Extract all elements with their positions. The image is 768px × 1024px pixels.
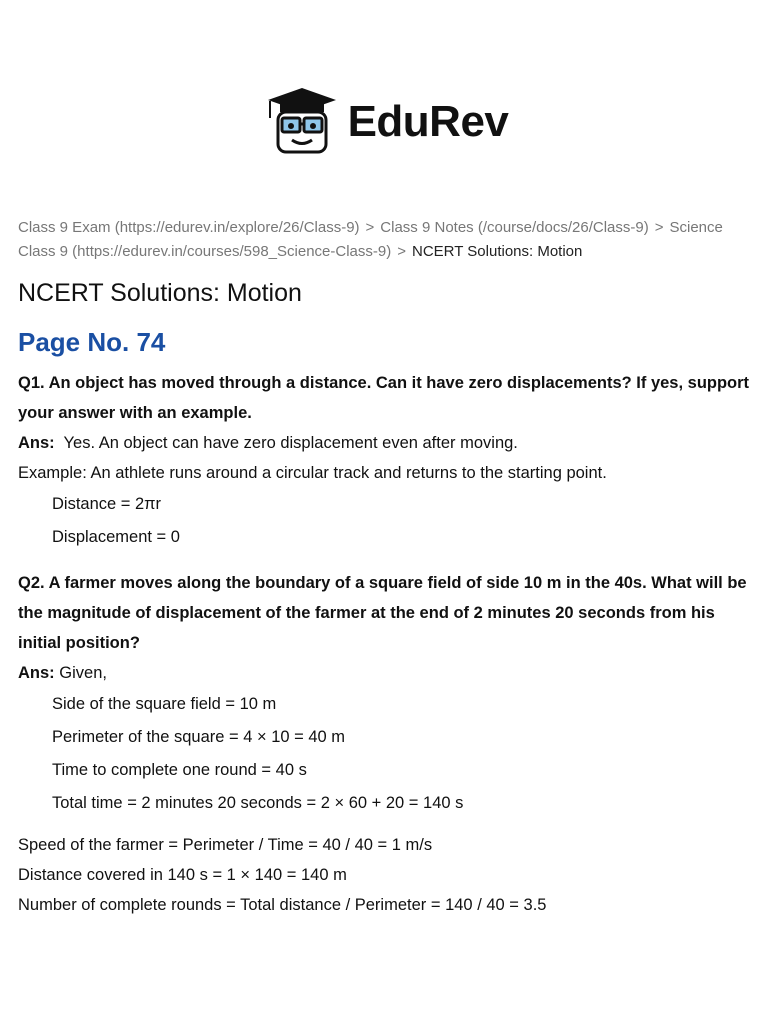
section-heading: Page No. 74 <box>18 327 166 357</box>
given-line: Time to complete one round = 40 s <box>52 761 307 779</box>
breadcrumb-item-class-9-notes[interactable]: Class 9 Notes (/course/docs/26/Class-9) <box>380 219 649 236</box>
formula-line: Distance = 2πr <box>52 495 162 513</box>
page-title: NCERT Solutions: Motion <box>18 279 302 307</box>
breadcrumb-item-science-class-9[interactable]: Science Class 9 (https://edurev.in/courses/598_Science-Class-9) <box>18 219 723 260</box>
answer-text: Given, <box>59 664 107 682</box>
formula-line: Displacement = 0 <box>52 528 180 546</box>
answer-1 <box>18 428 753 458</box>
breadcrumb-item-class-9-exam[interactable]: Class 9 Exam (https://edurev.in/explore/26/Class-9) <box>18 219 360 236</box>
edurev-mascot-icon <box>264 84 340 160</box>
breadcrumb <box>18 216 748 264</box>
given-line: Total time = 2 minutes 20 seconds = 2 × 60 + 20 = 140 s <box>52 794 464 812</box>
step-line: Speed of the farmer = Perimeter / Time = 40 / 40 = 1 m/s <box>18 836 433 854</box>
question-2: Q2. A farmer moves along the boundary of a square field of side 10 m in the 40s. What will be the magnitude of displacement of the farmer at the end of 2 minutes 20 seconds from his initial position? <box>18 574 747 652</box>
article-content <box>18 368 753 920</box>
breadcrumb-separator: > <box>654 219 664 236</box>
answer-label: Ans: <box>18 434 55 452</box>
given-line: Perimeter of the square = 4 × 10 = 40 m <box>52 728 346 746</box>
given-line: Side of the square field = 10 m <box>52 695 277 713</box>
edurev-logo[interactable] <box>240 70 532 174</box>
breadcrumb-separator: > <box>397 243 406 260</box>
logo-text: EduRev <box>347 97 509 146</box>
breadcrumb-current: NCERT Solutions: Motion <box>412 243 583 260</box>
answer-label: Ans: <box>18 664 55 682</box>
question-1: Q1. An object has moved through a distance. Can it have zero displacements? If yes, support your answer with an example. <box>18 374 750 422</box>
step-line: Distance covered in 140 s = 1 × 140 = 140 m <box>18 866 347 884</box>
step-line: Number of complete rounds = Total distance / Perimeter = 140 / 40 = 3.5 <box>18 896 547 914</box>
answer-text: Yes. An object can have zero displacement even after moving. <box>63 434 518 452</box>
breadcrumb-separator: > <box>365 219 375 236</box>
answer-2 <box>18 658 753 688</box>
example-text: Example: An athlete runs around a circular track and returns to the starting point. <box>18 464 607 482</box>
